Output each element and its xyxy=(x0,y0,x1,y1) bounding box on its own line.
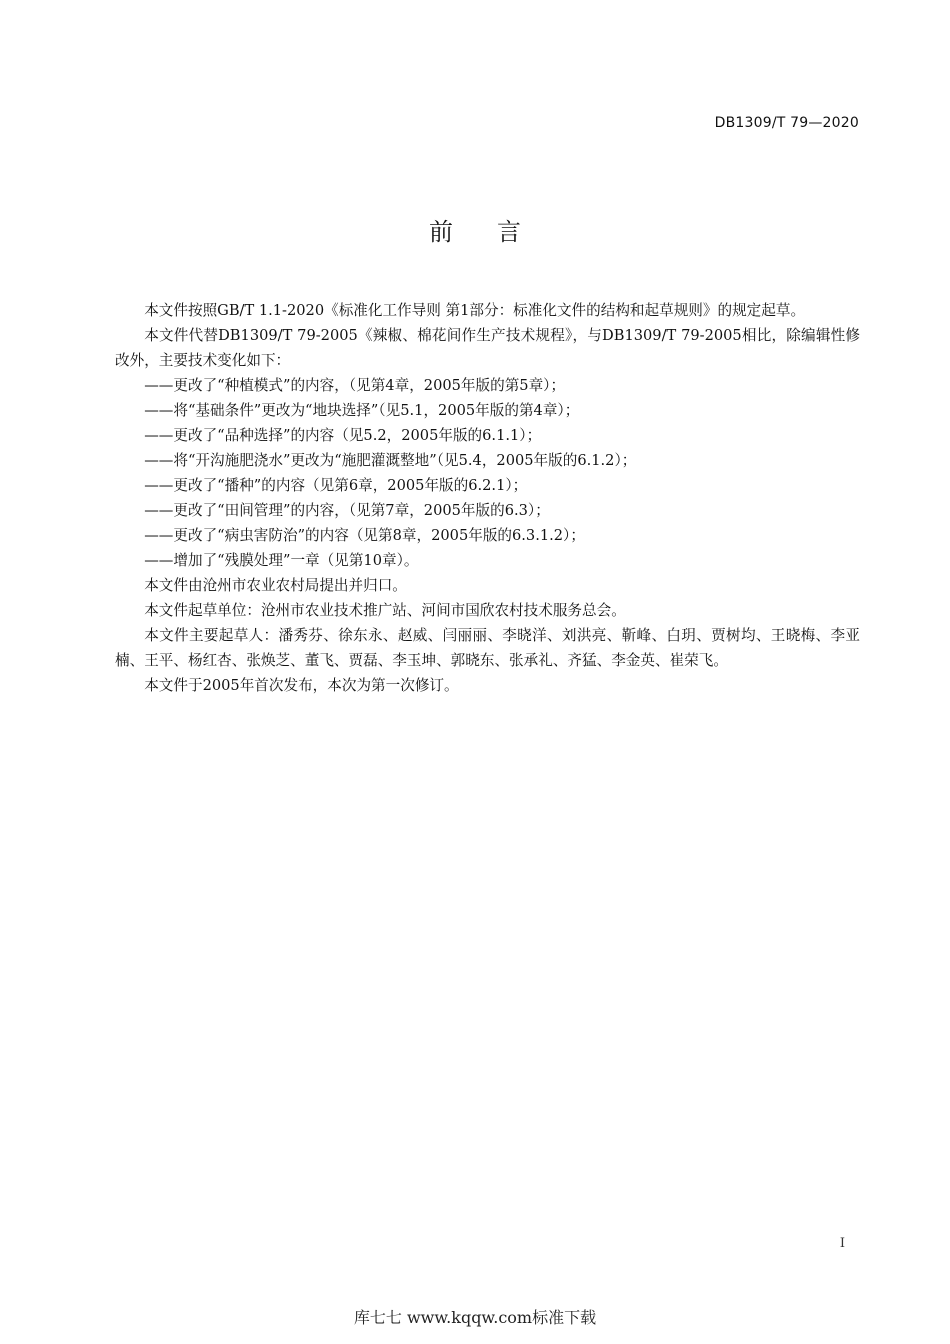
list-item: ——更改了“田间管理”的内容，（见第7章，2005年版的6.3）； xyxy=(144,502,550,519)
list-item: ——增加了“残膜处理”一章（见第10章）。 xyxy=(144,552,419,569)
list-item: ——将“基础条件”更改为“地块选择”（见5.1，2005年版的第4章）； xyxy=(144,402,580,419)
list-item: ——更改了“种植模式”的内容，（见第4章，2005年版的第5章）； xyxy=(144,377,566,394)
paragraph-drafters: 本文件主要起草人：潘秀芬、徐东永、赵威、闫丽丽、李晓洋、刘洪亮、靳峰、白玥、贾树均、王晓梅、李亚楠、王平、杨红杏、张焕芝、董飞、贾磊、李玉坤、郭晓东、张承礼、齐猛、李金英、崔荣飞。 xyxy=(115,627,860,669)
list-item: ——更改了“病虫害防治”的内容（见第8章，2005年版的6.3.1.2）； xyxy=(144,527,585,544)
page-number: I xyxy=(839,1236,845,1251)
paragraph-publication-history: 本文件于2005年首次发布，本次为第一次修订。 xyxy=(144,677,459,694)
document-code: DB1309/T 79—2020 xyxy=(714,115,859,131)
list-item: ——更改了“品种选择”的内容（见5.2，2005年版的6.1.1）； xyxy=(144,427,542,444)
paragraph-proposer: 本文件由沧州市农业农村局提出并归口。 xyxy=(144,577,407,594)
footer-watermark-text: 库七七 www.kqqw.com标准下载 xyxy=(353,1308,597,1327)
list-item: ——更改了“播种”的内容（见第6章，2005年版的6.2.1）； xyxy=(144,477,528,494)
paragraph-replacement: 本文件代替DB1309/T 79-2005《辣椒、棉花间作生产技术规程》，与DB1309/T 79-2005相比，除编辑性修改外，主要技术变化如下： xyxy=(115,327,860,369)
paragraph-drafting-units: 本文件起草单位：沧州市农业技术推广站、河间市国欣农村技术服务总会。 xyxy=(144,602,626,619)
list-item: ——将“开沟施肥浇水”更改为“施肥灌溉整地”（见5.4，2005年版的6.1.2）； xyxy=(144,452,637,469)
foreword-body xyxy=(115,298,860,698)
page-title: 前言 xyxy=(429,218,565,246)
paragraph-drafting-rules: 本文件按照GB/T 1.1-2020《标准化工作导则 第1部分：标准化文件的结构和起草规则》的规定起草。 xyxy=(144,302,806,319)
